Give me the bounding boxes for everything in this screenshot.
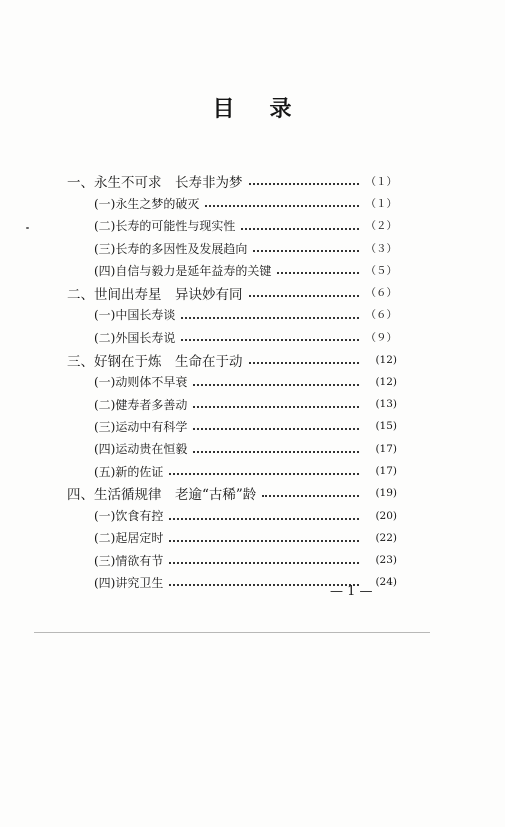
- toc-page-number: （１）: [365, 175, 397, 188]
- toc-entry-title: (二)长寿的可能性与现实性: [94, 219, 236, 234]
- toc-entry-title: (二)外国长寿说: [94, 330, 176, 345]
- toc-section-row: [67, 371, 397, 393]
- toc-entry-title: (四)自信与毅力是延年益寿的关键: [94, 263, 272, 278]
- table-of-contents: [67, 170, 397, 594]
- toc-section-row: [67, 304, 397, 326]
- toc-chapter-row: [67, 170, 397, 192]
- toc-entry-title: (二)健寿者多善动: [94, 397, 188, 412]
- toc-entry-title: (一)中国长寿谈: [94, 308, 176, 323]
- toc-entry-title: (一)饮食有控: [94, 509, 164, 524]
- toc-entry-title: 二、世间出寿星 异诀妙有同: [67, 286, 243, 303]
- toc-section-row: [67, 237, 397, 259]
- toc-entry-title: (三)长寿的多因性及发展趋向: [94, 241, 248, 256]
- dot-leader: [277, 272, 359, 274]
- dot-leader: [249, 295, 360, 297]
- toc-chapter-row: [67, 281, 397, 303]
- page-title: [0, 92, 505, 123]
- toc-page-number: （９）: [365, 331, 397, 344]
- toc-page-number: (22): [375, 531, 397, 544]
- toc-section-row: [67, 527, 397, 549]
- dot-leader: [249, 183, 360, 185]
- toc-section-row: [67, 438, 397, 460]
- dot-leader: [169, 562, 359, 564]
- dot-leader: [169, 540, 359, 542]
- toc-page-number: (23): [375, 554, 397, 567]
- toc-entry-title: 一、永生不可求 长寿非为梦: [67, 175, 243, 192]
- toc-page-number: （２）: [365, 220, 397, 233]
- toc-entry-title: 四、生活循规律 老逾“古稀”龄: [67, 487, 257, 504]
- toc-entry-title: (二)起居定时: [94, 531, 164, 546]
- dot-leader: [181, 317, 359, 319]
- dot-leader: [193, 406, 359, 408]
- dot-leader: [262, 495, 359, 497]
- toc-page-number: (19): [375, 487, 397, 500]
- toc-entry-title: (四)运动贵在恒毅: [94, 442, 188, 457]
- toc-page-number: (15): [375, 420, 397, 433]
- dot-leader: [181, 339, 359, 341]
- toc-chapter-row: [67, 482, 397, 504]
- title-char-left: 目: [212, 97, 236, 122]
- toc-section-row: [67, 549, 397, 571]
- dot-leader: [193, 451, 359, 453]
- dot-leader: [253, 250, 359, 252]
- toc-page-number: (13): [375, 398, 397, 411]
- toc-entry-title: 三、好钢在于炼 生命在于动: [67, 353, 243, 370]
- toc-entry-title: (五)新的佐证: [94, 464, 164, 479]
- toc-page-number: （１）: [365, 197, 397, 210]
- toc-chapter-row: [67, 348, 397, 370]
- dot-leader: [193, 428, 359, 430]
- dot-leader: [249, 362, 360, 364]
- toc-entry-title: (三)运动中有科学: [94, 419, 188, 434]
- dot-leader: [169, 518, 359, 520]
- toc-entry-title: (一)永生之梦的破灭: [94, 196, 200, 211]
- dot-leader: [205, 205, 359, 207]
- toc-section-row: [67, 215, 397, 237]
- toc-page-number: （６）: [365, 309, 397, 322]
- toc-section-row: [67, 460, 397, 482]
- toc-section-row: [67, 504, 397, 526]
- bottom-rule: [34, 632, 430, 633]
- toc-entry-title: (三)情欲有节: [94, 553, 164, 568]
- toc-section-row: [67, 393, 397, 415]
- toc-entry-title: (一)动则体不早衰: [94, 375, 188, 390]
- toc-page-number: (17): [375, 465, 397, 477]
- toc-section-row: [67, 259, 397, 281]
- toc-page-number: (12): [375, 375, 397, 388]
- title-char-right: 录: [269, 97, 293, 122]
- toc-page-number: （５）: [365, 264, 397, 277]
- toc-page-number: (17): [375, 442, 397, 455]
- toc-section-row: [67, 415, 397, 437]
- dot-leader: [241, 228, 359, 230]
- toc-entry-title: (四)讲究卫生: [94, 575, 164, 590]
- toc-page-number: (24): [375, 576, 397, 589]
- dot-leader: [193, 384, 359, 386]
- toc-page-number: （６）: [365, 287, 397, 300]
- page-number: — 1 —: [330, 584, 373, 599]
- toc-page-number: (20): [375, 509, 397, 522]
- toc-page-number: （３）: [365, 242, 397, 255]
- toc-section-row: [67, 192, 397, 214]
- toc-section-row: [67, 326, 397, 348]
- toc-page-number: (12): [375, 353, 397, 366]
- dot-leader: [169, 473, 359, 475]
- scan-speck: [26, 227, 29, 229]
